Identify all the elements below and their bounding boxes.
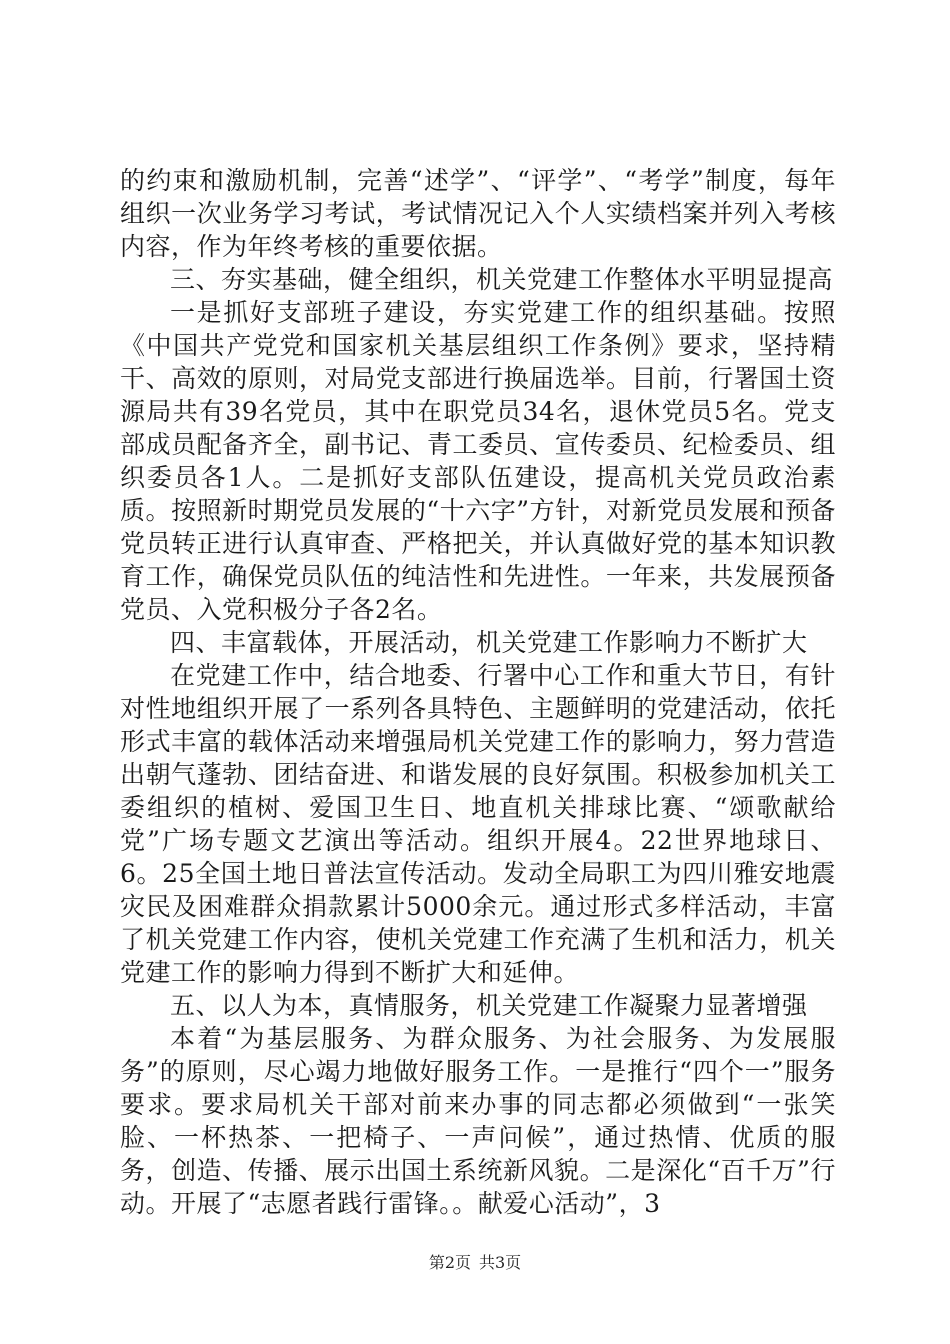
paragraph-3: 在党建工作中，结合地委、行署中心工作和重大节日，有针对性地组织开展了一系列各具特色、主题鲜明的党建活动，依托形式丰富的载体活动来增强局机关党建工作的影响力，努力营造出朝气蓬勃、团结奋进、和谐发展的良好氛围。积极参加机关工委组织的植树、爱国卫生日、地直机关排球比赛、“颂歌献给党”广场专题文艺演出等活动。组织开展4。22世界地球日、6。25全国土地日普法宣传活动。发动全局职工为四川雅安地震灾民及困难群众捐款累计5000余元。通过形式多样活动，丰富了机关党建工作内容，使机关党建工作充满了生机和活力，机关党建工作的影响力得到不断扩大和延伸。 xyxy=(120,661,836,987)
paragraph-4: 本着“为基层服务、为群众服务、为社会服务、为发展服务”的原则，尽心竭力地做好服务工作。一是推行“四个一”服务要求。要求局机关干部对前来办事的同志都必须做到“一张笑脸、一杯热茶、一把椅子、一声问候”，通过热情、优质的服务，创造、传播、展示出国土系统新风貌。二是深化“百千万”行动。开展了“志愿者践行雷锋。。献爱心活动”，3 xyxy=(120,1024,836,1218)
page-footer xyxy=(0,1250,950,1273)
section-heading-5: 五、以人为本，真情服务，机关党建工作凝聚力显著增强 xyxy=(170,991,808,1020)
paragraph-2: 一是抓好支部班子建设，夯实党建工作的组织基础。按照《中国共产党党和国家机关基层组织工作条例》要求，坚持精干、高效的原则，对局党支部进行换届选举。目前，行署国土资源局共有39名党员，其中在职党员34名，退休党员5名。党支部成员配备齐全，副书记、青工委员、宣传委员、纪检委员、组织委员各1人。二是抓好支部队伍建设，提高机关党员政治素质。按照新时期党员发展的“十六字”方针，对新党员发展和预备党员转正进行认真审查、严格把关，并认真做好党的基本知识教育工作，确保党员队伍的纯洁性和先进性。一年来，共发展预备党员、入党积极分子各2名。 xyxy=(120,298,836,624)
section-heading-4: 四、丰富载体，开展活动，机关党建工作影响力不断扩大 xyxy=(170,628,808,657)
page-number: 第2页 xyxy=(428,1253,471,1272)
page-total: 共3页 xyxy=(479,1253,522,1272)
paragraph-1: 的约束和激励机制，完善“述学”、“评学”、“考学”制度，每年组织一次业务学习考试，考试情况记入个人实绩档案并列入考核内容，作为年终考核的重要依据。 xyxy=(120,166,836,261)
section-heading-3: 三、夯实基础，健全组织，机关党建工作整体水平明显提高 xyxy=(170,265,834,294)
document-body xyxy=(120,164,836,1220)
